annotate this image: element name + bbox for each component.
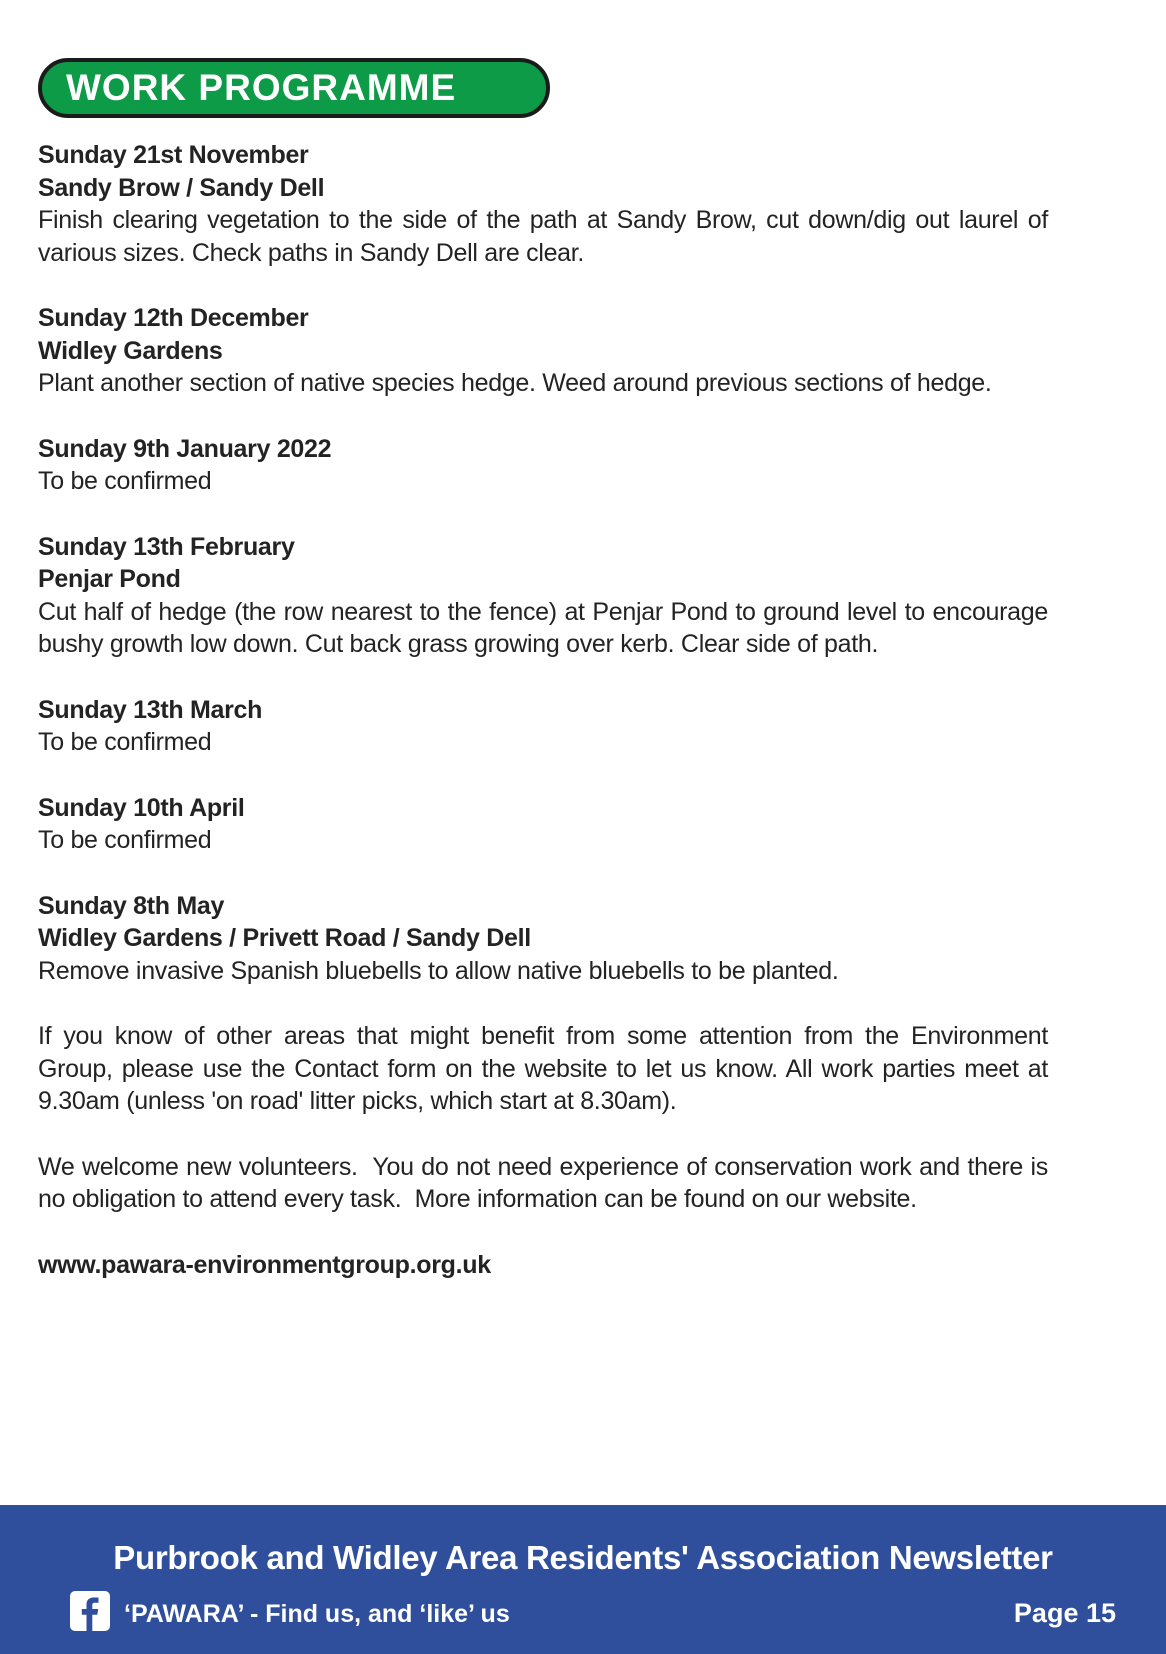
entry-description: To be confirmed: [38, 467, 212, 495]
entry-location: Widley Gardens: [38, 336, 223, 365]
work-entry: [38, 792, 1048, 857]
work-entry: [38, 694, 1048, 759]
work-programme-content: [38, 139, 1055, 1281]
info-paragraph-volunteers: We welcome new volunteers. You do not need experience of conservation work and there is no obligation to attend every task. More information can be found on our website.: [38, 1152, 1055, 1213]
work-entry: [38, 531, 1048, 661]
entry-location: Penjar Pond: [38, 565, 181, 593]
entry-location: Widley Gardens / Privett Road / Sandy Dell: [38, 924, 531, 952]
entry-date: Sunday 9th January 2022: [38, 434, 332, 463]
entry-description: Plant another section of native species hedge. Weed around previous sections of hedge.: [38, 369, 992, 397]
work-entry: [38, 433, 1048, 498]
info-paragraph-contact: If you know of other areas that might benefit from some attention from the Environment Group, please use the Contact form on the website to let us know. All work parties meet at 9.30am (unless 'on road' litter picks, which start at 8.30am).: [38, 1022, 1048, 1115]
entry-date: Sunday 8th May: [38, 891, 225, 920]
work-entry: [38, 890, 1048, 988]
entry-date: Sunday 13th February: [38, 532, 295, 561]
entry-date: Sunday 13th March: [38, 695, 263, 724]
section-title: WORK PROGRAMME: [66, 67, 457, 108]
entry-description: Finish clearing vegetation to the side of the path at Sandy Brow, cut down/dig out laurel of various sizes. Check paths in Sandy Dell are clear.: [38, 206, 1048, 267]
page-number: Page 15: [1013, 1598, 1116, 1628]
entry-date: Sunday 10th April: [38, 793, 245, 822]
entry-date: Sunday 21st November: [38, 141, 309, 169]
work-entry: [38, 302, 1048, 400]
entry-location: Sandy Brow / Sandy Dell: [38, 173, 325, 202]
work-programme-badge: [38, 58, 550, 118]
facebook-icon: [70, 1591, 110, 1631]
facebook-tagline: ‘PAWARA’ - Find us, and ‘like’ us: [124, 1600, 510, 1628]
entry-date: Sunday 12th December: [38, 304, 309, 332]
website-url: www.pawara-environmentgroup.org.uk: [38, 1250, 491, 1279]
entry-description: To be confirmed: [38, 728, 212, 756]
entry-description: To be confirmed: [38, 826, 212, 854]
work-entry: [38, 139, 1048, 269]
newsletter-title: Purbrook and Widley Area Residents' Association Newsletter: [113, 1539, 1053, 1576]
footer-bar: [0, 1505, 1166, 1654]
entry-description: Remove invasive Spanish bluebells to allow native bluebells to be planted.: [38, 956, 839, 985]
entry-description: Cut half of hedge (the row nearest to the fence) at Penjar Pond to ground level to encourage bushy growth low down. Cut back grass growing over kerb. Clear side of path.: [38, 597, 1048, 658]
